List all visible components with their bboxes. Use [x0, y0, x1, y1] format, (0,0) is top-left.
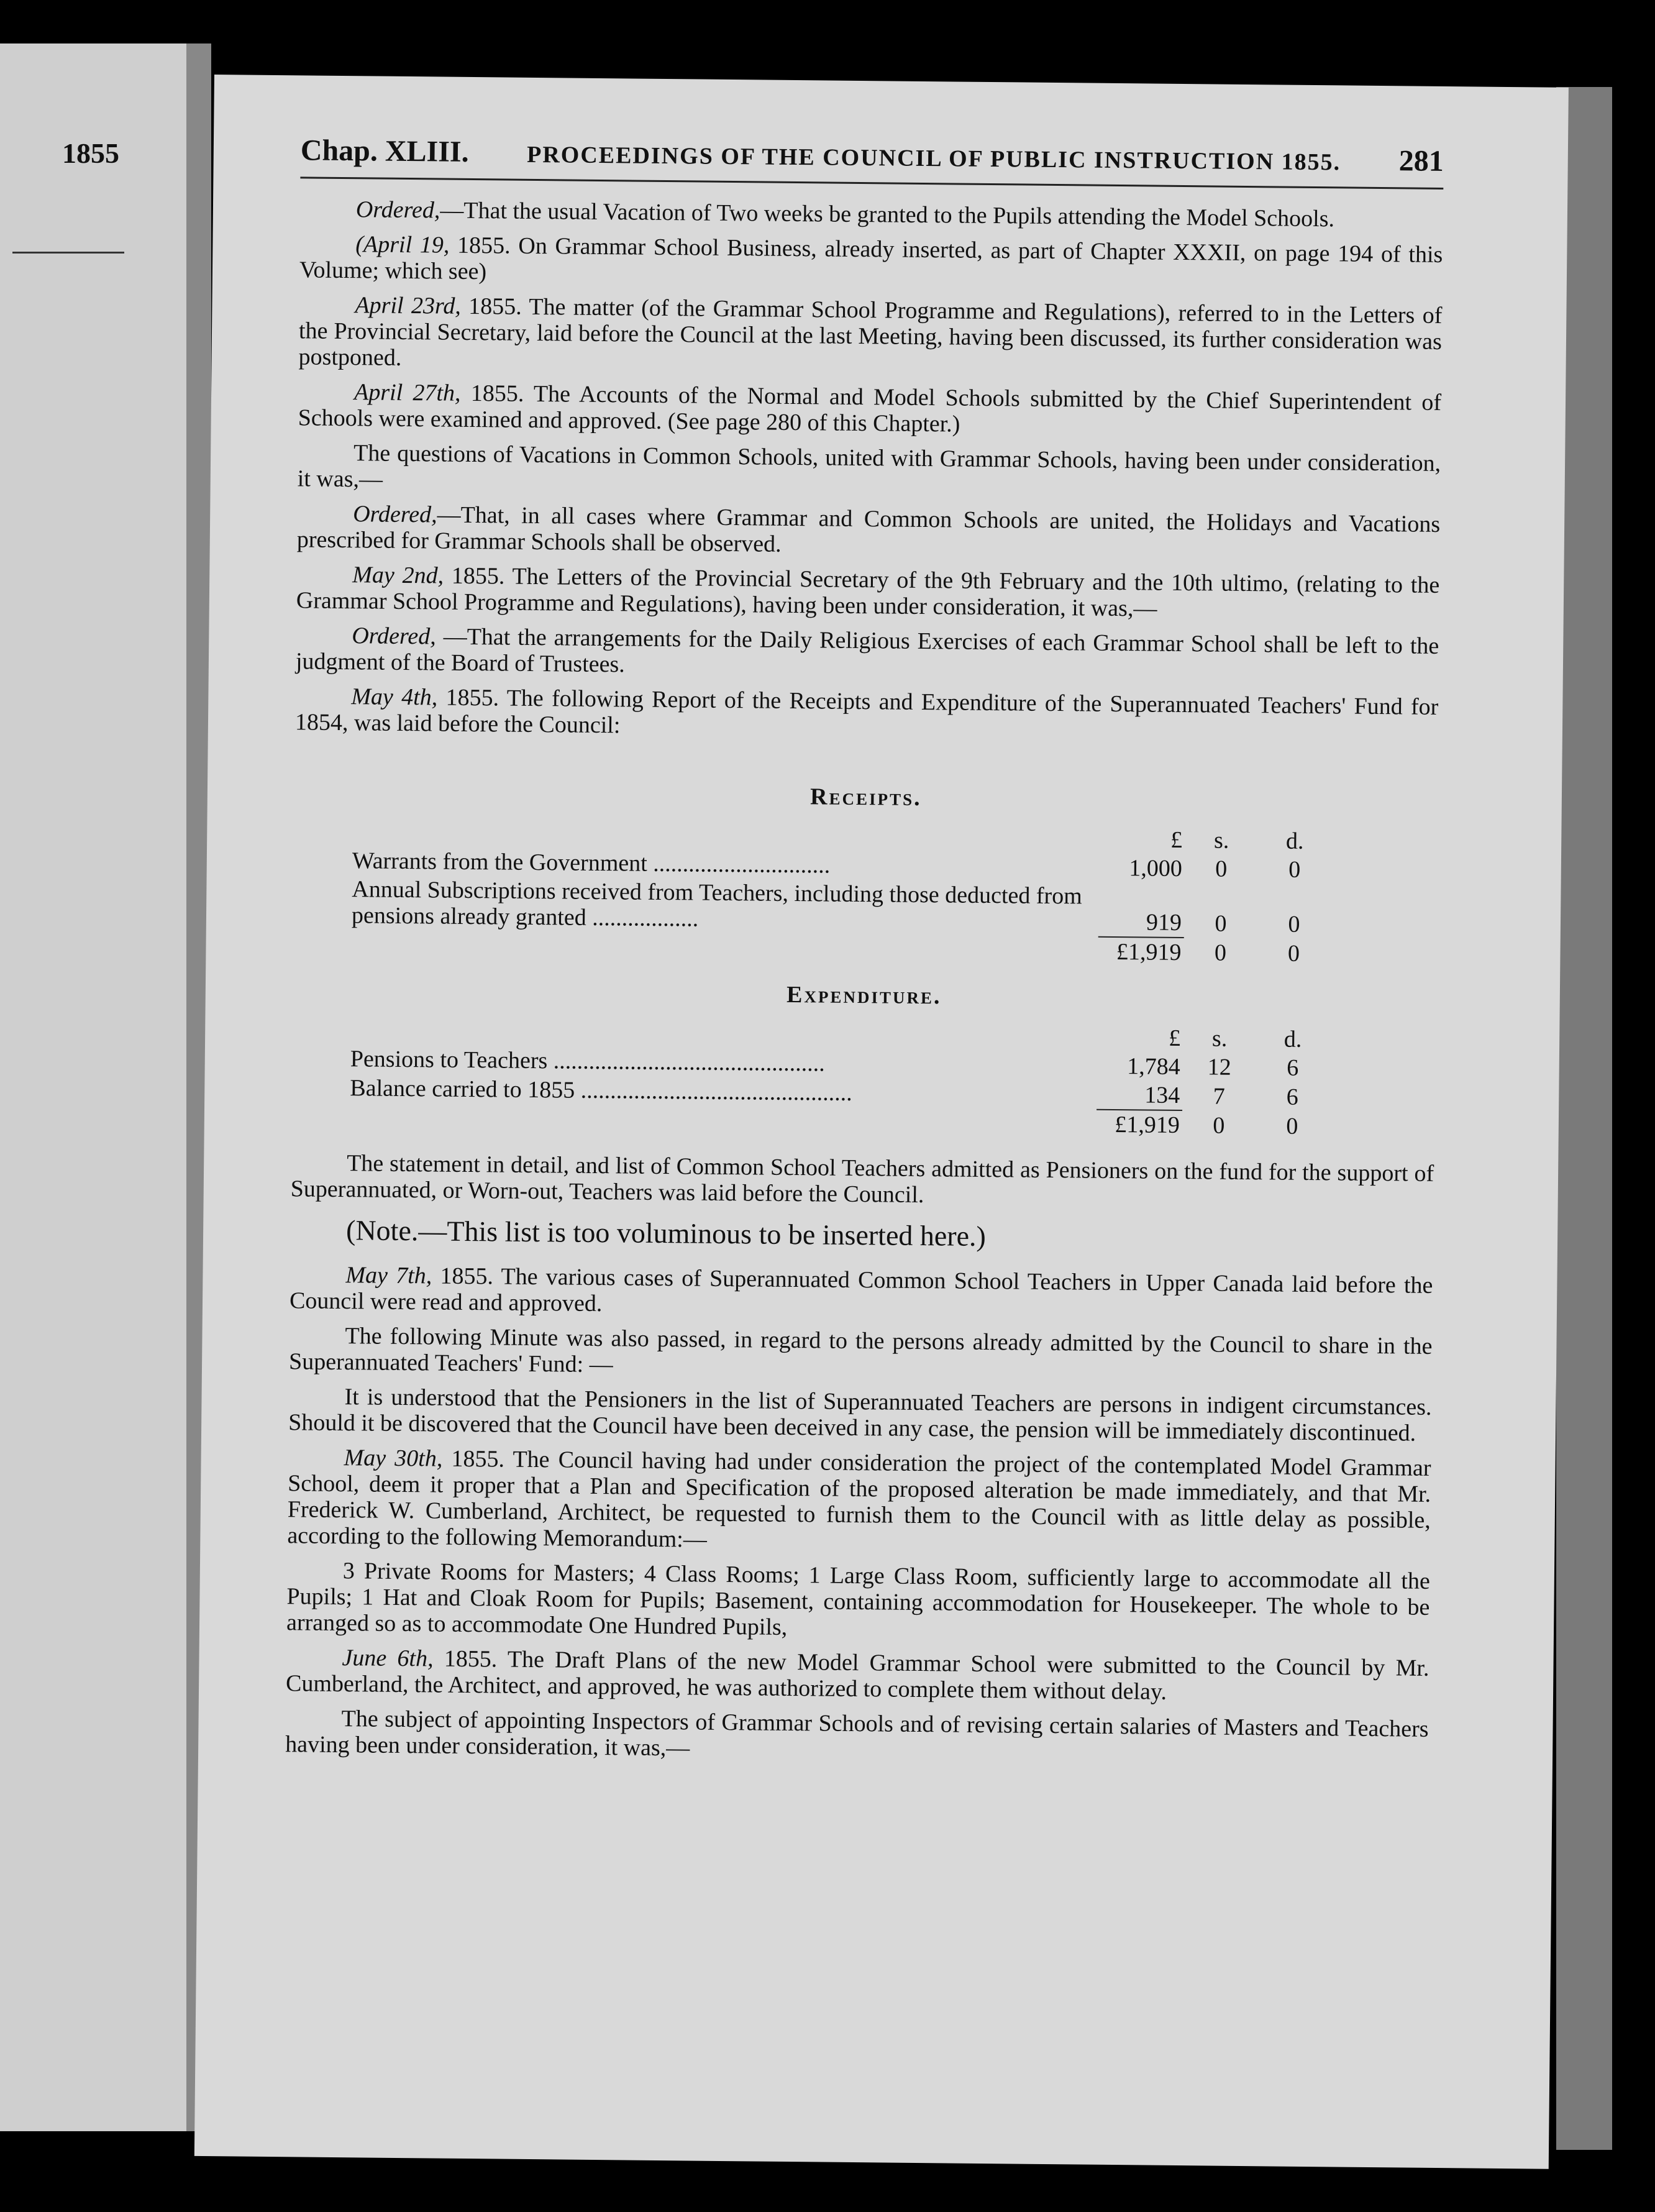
paragraph-lead: April 23rd,: [355, 292, 462, 319]
paragraph-text: 1855. The matter (of the Grammar School Programme and Regulations), referred to in the Letters of the Provincial Secretary, laid before the Council at the last Meeting, having been discussed, its further consideration was postponed.: [298, 293, 1443, 371]
paragraph-lead: May 7th,: [345, 1262, 432, 1289]
minute-paragraph: [286, 1644, 1429, 1707]
paragraph-text: 1855. On Grammar School Business, already inserted, as part of Chapter XXXII, on page 194 of this Volume; which see): [299, 232, 1443, 285]
expenditure-total-row: £1,919 0 0: [347, 1102, 1329, 1141]
paragraph-text: 1855. The Accounts of the Normal and Model Schools submitted by the Chief Superintendent of Schools were examined and approved. (See page 280 of this Chapter.): [298, 380, 1442, 437]
running-header: [300, 134, 1444, 190]
paragraph-lead: June 6th,: [342, 1645, 434, 1672]
paragraph-lead: May 4th,: [351, 683, 438, 711]
paragraph-text: The subject of appointing Inspectors of Grammar Schools and of revising certain salaries of Masters and Teachers having been under consideration, it was,—: [285, 1706, 1429, 1762]
paragraph-text: 3 Private Rooms for Masters; 4 Class Rooms; 1 Large Class Room, sufficiently large to accommodate all the Pupils; 1 Hat and Cloak Room for Pupils; Basement, containing accommodation for Housekeeper. The whole to be arranged so as to accommodate One Hundred Pupils,: [286, 1558, 1431, 1640]
paragraph-lead: Ordered,: [352, 623, 436, 650]
facing-page: [0, 43, 186, 2131]
statement-paragraph: The statement in detail, and list of Common School Teachers admitted as Pensioners on the fund for the support of Superannuated, or Worn-out, Teachers was laid before the Council.: [290, 1150, 1434, 1209]
running-title: PROCEEDINGS OF THE COUNCIL OF PUBLIC INSTRUCTION 1855.: [526, 141, 1341, 176]
receipts-total-row: £1,919 0 0: [349, 930, 1330, 968]
minute-paragraph: [298, 439, 1441, 503]
paragraph-lead: Ordered,: [353, 501, 437, 528]
table-row: Warrants from the Government .............................. 1,000 0 0: [352, 848, 1301, 883]
minute-paragraph: [290, 1261, 1433, 1325]
paragraph-text: 1855. The Draft Plans of the new Model Grammar School were submitted to the Council by Mr. Cumberland, the Architect, and approved, he was authorized to complete them without delay.: [285, 1645, 1429, 1705]
receipts-table: [349, 818, 1331, 968]
paragraph-text: 1855. The Letters of the Provincial Secretary of the 9th February and the 10th ultimo, (relating to the Grammar School Programme and Regulations), having been under consideration, it was,—: [296, 562, 1440, 622]
minute-paragraph: [296, 622, 1439, 685]
paragraph-lead: May 2nd,: [352, 562, 444, 589]
minute-paragraph: [288, 1383, 1432, 1446]
minute-paragraph: [298, 378, 1442, 442]
paragraph-text: 1855. The various cases of Superannuated Common School Teachers in Upper Canada laid before the Council were read and approved.: [289, 1263, 1433, 1317]
paragraph-text: —That the arrangements for the Daily Religious Exercises of each Grammar School shall be left to the judgment of the Board of Trustees.: [295, 623, 1439, 678]
expenditure-heading: Expenditure.: [786, 981, 942, 1010]
shilling-unit: s.: [1213, 827, 1229, 854]
paragraph-lead: (April 19,: [355, 231, 450, 258]
expenditure-table: £ s. d. Pensions to Teachers .............................................. 1,784 12 6 Balance carried to 1855 .............................................. 134 7 6 £1,919 0 0: [347, 1016, 1330, 1141]
paragraph-text: It is understood that the Pensioners in the list of Superannuated Teachers are persons in indigent circumstances. Should it be discovered that the Council have been deceived in any case, the pension will be immediately discontinued.: [288, 1384, 1432, 1446]
minute-paragraph: [289, 1322, 1433, 1386]
minute-paragraph: [287, 1444, 1431, 1560]
paragraph-lead: May 30th,: [344, 1445, 443, 1472]
minute-paragraph: [285, 1705, 1429, 1768]
facing-page-year: 1855: [62, 137, 119, 169]
table-row: Pensions to Teachers .............................................. 1,784 12 6: [350, 1046, 1299, 1081]
editorial-note: (Note.—This list is too voluminous to be inserted here.): [345, 1214, 987, 1253]
paragraph-text: The questions of Vacations in Common Schools, united with Grammar Schools, having been under consideration, it was,—: [297, 440, 1441, 493]
paragraph-lead: April 27th,: [353, 379, 461, 406]
minute-paragraph: [300, 196, 1443, 233]
minute-paragraph: [295, 683, 1439, 746]
minutes-bottom: [285, 1261, 1433, 1768]
table-row: Annual Subscriptions received from Teachers, including those deducted from pensions already granted .................. 919 0 0: [351, 876, 1300, 938]
facing-page-rule: [12, 252, 124, 254]
paragraph-lead: Ordered,: [355, 196, 440, 224]
minute-paragraph: [286, 1557, 1430, 1647]
table-row: Balance carried to 1855 .............................................. 134 7 6: [350, 1075, 1298, 1110]
paragraph-text: 1855. The Council having had under consideration the project of the contemplated Model Grammar School, deem it proper that a Plan and Specification of the proposed alteration be made immediately, and that Mr. Frederick W. Cumberland, Architect, be requested to furnish them to the Council with as little delay as possible, according to the following Memorandum:—: [287, 1445, 1431, 1553]
minutes-top: [295, 196, 1443, 746]
paragraph-text: —That the usual Vacation of Two weeks be granted to the Pupils attending the Model Schools.: [440, 197, 1335, 232]
paragraph-text: The following Minute was also passed, in regard to the persons already admitted by the Council to share in the Superannuated Teachers' Fund: —: [288, 1323, 1433, 1378]
receipts-heading: Receipts.: [809, 784, 922, 811]
book-page: [194, 75, 1569, 2169]
minute-paragraph: [298, 291, 1442, 381]
chapter-label: Chap. XLIII.: [300, 134, 469, 168]
minute-paragraph: [297, 500, 1441, 564]
minute-paragraph: [296, 561, 1440, 624]
paragraph-text: 1855. The following Report of the Receipts and Expenditure of the Superannuated Teachers' Fund for 1854, was laid before the Council:: [294, 684, 1439, 739]
pence-unit: d.: [1285, 828, 1304, 854]
page-number: 281: [1398, 144, 1444, 178]
page-content: [285, 134, 1444, 1777]
paragraph-text: —That, in all cases where Grammar and Common Schools are united, the Holidays and Vacations prescribed for Grammar Schools shall be observed.: [296, 501, 1441, 557]
pound-unit: £: [1170, 826, 1183, 854]
minute-paragraph: [299, 231, 1443, 294]
